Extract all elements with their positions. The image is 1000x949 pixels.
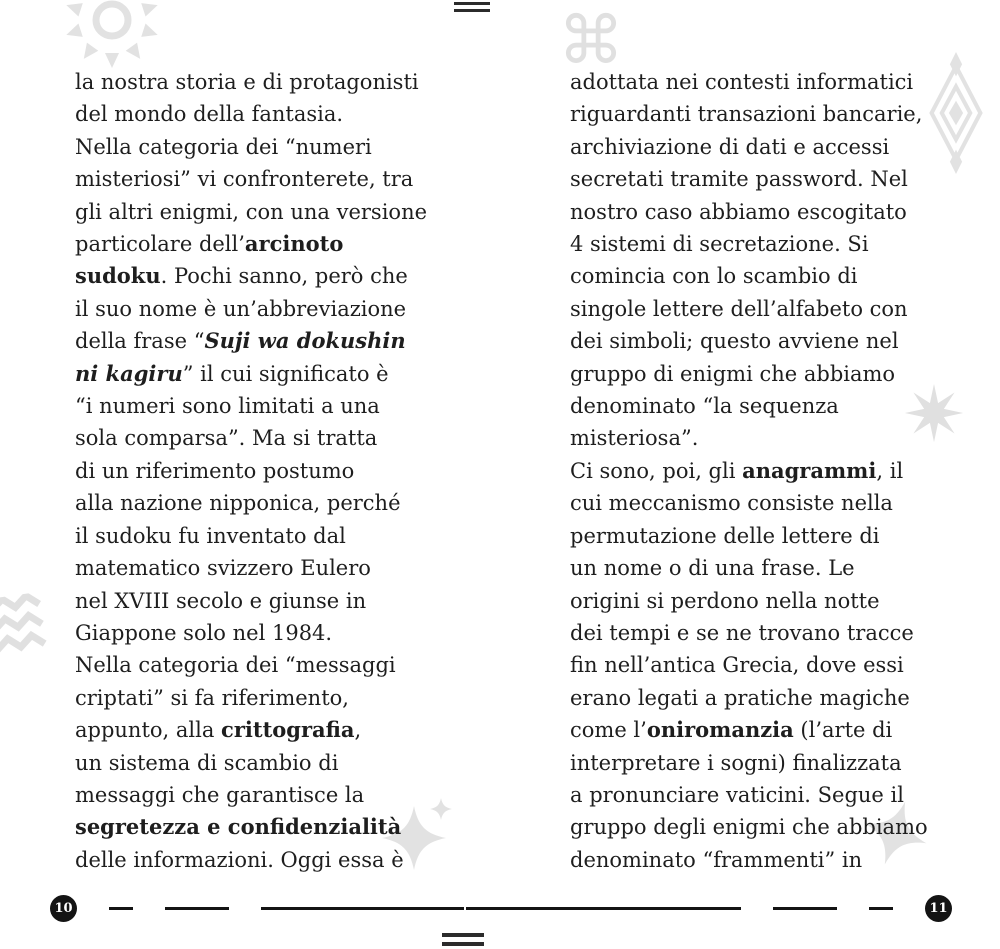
text-segment: particolare dell’ xyxy=(75,232,245,257)
text-segment: sola comparsa”. Ma si tratta xyxy=(75,426,378,451)
text-segment: comincia con lo scambio di xyxy=(570,264,858,289)
text-segment: Suji wa dokushin xyxy=(204,328,406,354)
text-line xyxy=(570,552,970,584)
text-segment: oniromanzia xyxy=(646,717,794,743)
page-number-right: 11 xyxy=(929,900,948,916)
text-segment: messaggi che garantisce la xyxy=(75,782,365,807)
text-line xyxy=(75,98,475,130)
text-line xyxy=(570,260,970,292)
text-segment: singole lettere dell’alfabeto con xyxy=(570,296,908,321)
text-segment: archiviazione di dati e accessi xyxy=(570,134,890,159)
fold-mark-bottom xyxy=(442,933,484,937)
footer-rule-segment xyxy=(261,907,464,910)
text-segment: , il xyxy=(876,458,904,483)
text-line xyxy=(570,714,970,746)
text-line xyxy=(75,228,475,260)
text-segment: Giappone solo nel 1984. xyxy=(75,620,333,645)
text-segment: ” il cui significato è xyxy=(182,361,389,386)
footer-left xyxy=(50,894,464,922)
text-segment: fin nell’antica Grecia, dove essi xyxy=(570,653,904,678)
text-line xyxy=(75,714,475,746)
text-line xyxy=(75,455,475,487)
footer-rule-segment xyxy=(773,907,837,910)
text-segment: Ci sono, poi, gli xyxy=(570,458,743,483)
text-line xyxy=(75,649,475,681)
text-line xyxy=(570,811,970,843)
text-segment: dei simboli; questo avviene nel xyxy=(570,329,899,354)
text-segment: del mondo della fantasia. xyxy=(75,102,344,127)
text-segment: appunto, alla xyxy=(75,718,222,743)
text-segment: dei tempi e se ne trovano tracce xyxy=(570,620,914,645)
text-line xyxy=(75,163,475,195)
text-line xyxy=(75,325,475,357)
text-line xyxy=(570,520,970,552)
text-line xyxy=(75,422,475,454)
text-segment: denominato “frammenti” in xyxy=(570,847,863,872)
page-left-text xyxy=(75,66,475,876)
text-line xyxy=(75,66,475,98)
text-segment: matematico svizzero Eulero xyxy=(75,556,371,581)
text-segment: come l’ xyxy=(570,718,647,743)
page-number-left: 10 xyxy=(54,900,73,916)
fold-mark-bottom xyxy=(442,942,484,946)
page-number-badge-left xyxy=(50,895,77,922)
text-segment: permutazione delle lettere di xyxy=(570,523,880,548)
text-segment: di un riferimento postumo xyxy=(75,458,355,483)
text-segment: Nella categoria dei “messaggi xyxy=(75,653,396,678)
text-line xyxy=(570,617,970,649)
text-segment: cui meccanismo consiste nella xyxy=(570,491,893,516)
text-line xyxy=(570,131,970,163)
text-line xyxy=(75,293,475,325)
text-segment: un sistema di scambio di xyxy=(75,750,339,775)
text-line xyxy=(75,196,475,228)
text-line xyxy=(570,228,970,260)
page-number-badge-right xyxy=(925,895,952,922)
text-segment: gli altri enigmi, con una versione xyxy=(75,199,428,224)
text-line xyxy=(75,552,475,584)
text-line xyxy=(570,682,970,714)
text-segment: sudoku xyxy=(75,263,161,289)
text-segment: un nome o di una frase. Le xyxy=(570,556,855,581)
text-line xyxy=(75,682,475,714)
text-line xyxy=(75,617,475,649)
text-line xyxy=(570,293,970,325)
text-segment: . Pochi sanno, però che xyxy=(160,264,408,289)
text-segment: 4 sistemi di secretazione. Si xyxy=(570,232,869,257)
footer-rule-segment xyxy=(466,907,741,910)
text-segment: secretati tramite password. Nel xyxy=(570,167,908,192)
text-line xyxy=(75,520,475,552)
text-segment: a pronunciare vaticini. Segue il xyxy=(570,782,904,807)
text-segment: Nella categoria dei “numeri xyxy=(75,134,372,159)
text-line xyxy=(75,585,475,617)
text-line xyxy=(570,196,970,228)
text-segment: nel XVIII secolo e giunse in xyxy=(75,588,367,613)
text-segment: origini si perdono nella notte xyxy=(570,588,880,613)
text-line xyxy=(570,844,970,876)
sun-icon xyxy=(62,0,162,70)
zigzag-icon xyxy=(0,592,50,661)
text-line xyxy=(570,455,970,487)
text-line xyxy=(570,358,970,390)
text-line xyxy=(570,390,970,422)
text-segment: denominato “la sequenza xyxy=(570,394,839,419)
footer-rule-segment xyxy=(869,907,893,910)
text-segment: erano legati a pratiche magiche xyxy=(570,685,910,710)
text-line xyxy=(570,747,970,779)
text-segment: misteriosi” vi confronterete, tra xyxy=(75,167,414,192)
text-line xyxy=(570,163,970,195)
text-segment: ni kagiru xyxy=(75,360,183,386)
text-line xyxy=(75,779,475,811)
text-segment: il sudoku fu inventato dal xyxy=(75,523,346,548)
text-line xyxy=(75,390,475,422)
text-segment: misteriosa”. xyxy=(570,426,699,451)
text-segment: anagrammi xyxy=(742,457,877,483)
text-segment: interpretare i sogni) finalizzata xyxy=(570,750,902,775)
footer-rule-segment xyxy=(165,907,229,910)
text-line xyxy=(75,487,475,519)
text-segment: segretezza e confidenzialità xyxy=(75,814,402,840)
text-segment: (l’arte di xyxy=(793,718,893,743)
footer-rule-segment xyxy=(109,907,133,910)
footer-right xyxy=(466,894,952,922)
text-segment: gruppo degli enigmi che abbiamo xyxy=(570,815,928,840)
text-segment: “i numeri sono limitati a una xyxy=(75,394,380,419)
text-segment: delle informazioni. Oggi essa è xyxy=(75,847,404,872)
text-line xyxy=(570,585,970,617)
text-line xyxy=(570,649,970,681)
text-line xyxy=(570,98,970,130)
text-segment: alla nazione nipponica, perché xyxy=(75,491,401,516)
text-line xyxy=(75,811,475,843)
text-segment: crittografia xyxy=(221,717,355,743)
fold-mark-top xyxy=(454,9,490,12)
page-right-text xyxy=(570,66,970,876)
text-segment: la nostra storia e di protagonisti xyxy=(75,70,419,94)
text-line xyxy=(75,260,475,292)
text-line xyxy=(570,325,970,357)
text-segment: nostro caso abbiamo escogitato xyxy=(570,199,907,224)
text-line xyxy=(75,358,475,390)
text-line xyxy=(570,779,970,811)
text-segment: riguardanti transazioni bancarie, xyxy=(570,102,923,127)
text-line xyxy=(75,747,475,779)
text-segment: adottata nei contesti informatici xyxy=(570,70,914,94)
text-segment: criptati” si fa riferimento, xyxy=(75,685,349,710)
text-line xyxy=(75,844,475,876)
text-line xyxy=(570,487,970,519)
command-icon: ⌘ xyxy=(558,2,624,79)
fold-mark-top xyxy=(454,2,490,5)
text-line xyxy=(570,66,970,98)
text-segment: gruppo di enigmi che abbiamo xyxy=(570,361,896,386)
text-line xyxy=(75,131,475,163)
text-segment: , xyxy=(354,718,362,743)
text-segment: arcinoto xyxy=(244,231,344,257)
text-segment: il suo nome è un’abbreviazione xyxy=(75,296,407,321)
text-segment: della frase “ xyxy=(75,329,205,354)
text-line xyxy=(570,422,970,454)
